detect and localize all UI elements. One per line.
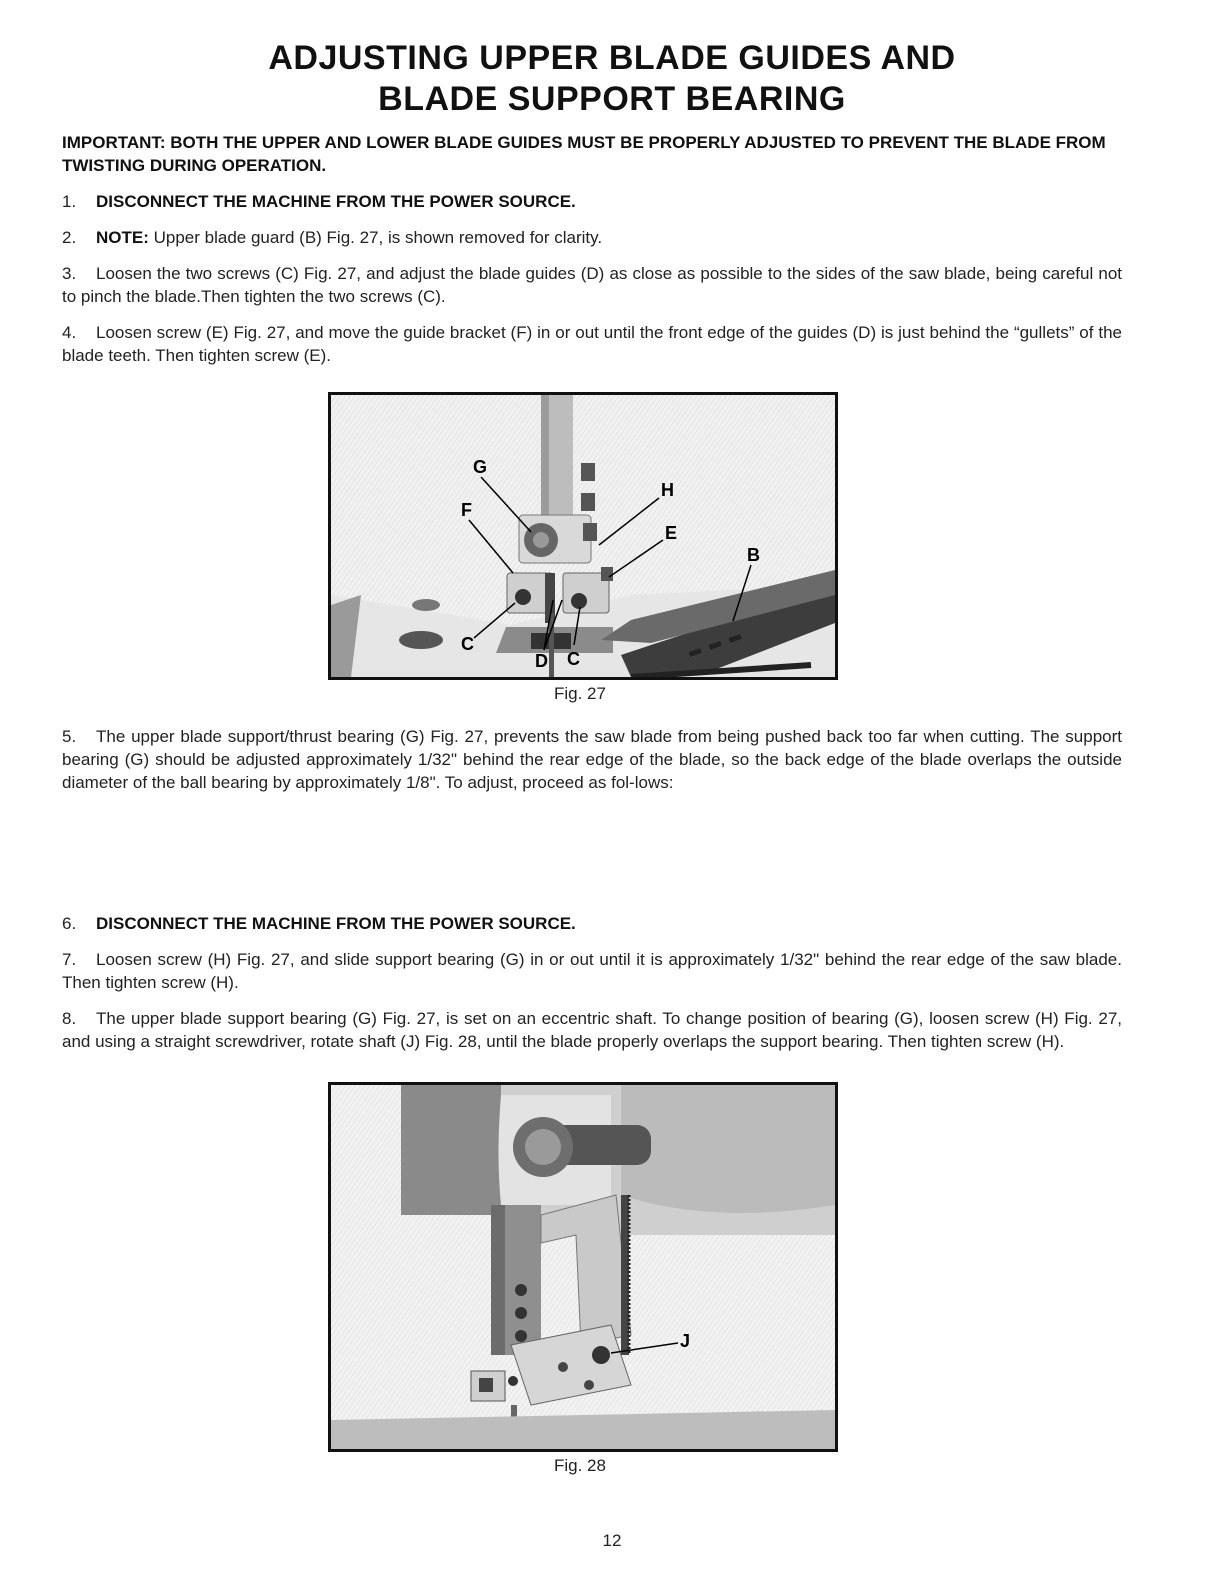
step-7 [62,948,1122,994]
step-text: DISCONNECT THE MACHINE FROM THE POWER SOURCE. [96,192,576,211]
adjust-knob-face [525,1129,561,1165]
label-d: D [535,651,548,671]
screw-c-left [515,589,531,605]
label-f: F [461,500,472,520]
support-bearing-hub [533,532,549,548]
figure-27 [328,392,838,680]
step-8 [62,1007,1122,1053]
screw [508,1376,518,1386]
step-1 [62,190,1122,213]
upper-housing [401,1085,501,1215]
step-text: Upper blade guard (B) Fig. 27, is shown removed for clarity. [148,228,603,247]
step-number: 8. [62,1009,77,1028]
title-line-1: ADJUSTING UPPER BLADE GUIDES AND [268,39,956,77]
screw [581,463,595,481]
step-text: Loosen screw (E) Fig. 27, and move the guide bracket (F) in or out until the front edge of the guides (D) is just behind the “gullets” of the blade teeth. Then tighten screw (E). [62,323,1122,365]
page-title [0,38,1224,120]
step-number: 7. [62,950,77,969]
figure-28-illustration [331,1085,835,1449]
figure-27-caption: Fig. 27 [554,684,606,703]
screw [583,523,597,541]
screw [558,1362,568,1372]
figure-27-illustration [331,395,835,677]
screw-e [601,567,613,581]
screw [515,1284,527,1296]
step-2 [62,226,1122,249]
screw-c-right [571,593,587,609]
step-text: DISCONNECT THE MACHINE FROM THE POWER SOURCE. [96,914,576,933]
wheel-cover [621,1085,835,1213]
step-text: Loosen the two screws (C) Fig. 27, and adjust the blade guides (D) as close as possible to the sides of the saw blade, being careful not to pinch the blade.Then tighten the two screws (C). [62,264,1122,306]
guide-post-shade [491,1205,505,1355]
step-text: The upper blade support bearing (G) Fig. 27, is set on an eccentric shaft. To change position of bearing (G), loosen screw (H) Fig. 27, and using a straight screwdriver, rotate shaft (J) Fig. 28, until the blade properly overlaps the support bearing. Then tighten screw (H). [62,1009,1122,1051]
step-6 [62,912,1122,935]
step-number: 1. [62,192,77,211]
label-e: E [665,523,678,543]
screw [479,1378,493,1392]
step-5 [62,725,1122,794]
step-number: 3. [62,264,77,283]
label-h: H [661,480,674,500]
label-j: J [680,1331,691,1351]
step-3 [62,262,1122,308]
screw [584,1380,594,1390]
label-g: G [473,457,488,477]
step-number: 2. [62,228,77,247]
figure-28-caption: Fig. 28 [554,1456,606,1475]
step-number: 5. [62,727,77,746]
important-notice: IMPORTANT: BOTH THE UPPER AND LOWER BLADE GUIDES MUST BE PROPERLY ADJUSTED TO PREVENT THE BLADE FROM TWISTING DURING OPERATION. [62,133,1106,175]
page-number: 12 [602,1531,622,1550]
label-b: B [747,545,760,565]
table-hole [412,599,440,611]
step-number: 6. [62,914,77,933]
guide-post-shade [541,395,549,535]
label-c1: C [461,634,474,654]
title-line-2: BLADE SUPPORT BEARING [378,80,846,118]
eccentric-shaft-j [592,1346,610,1364]
screw [515,1307,527,1319]
label-c2: C [567,649,580,669]
step-text: The upper blade support/thrust bearing (G) Fig. 27, prevents the saw blade from being pushed back too far when cutting. The support bearing (G) should be adjusted approximately 1/32" behind the rear edge of the blade, so the back edge of the blade overlaps the outside diameter of the ball bearing by approximately 1/8". To adjust, proceed as fol-lows: [62,727,1122,792]
screw [581,493,595,511]
step-4 [62,321,1122,367]
step-lead: NOTE: [96,228,149,247]
screw [515,1330,527,1342]
table-hole [399,631,443,649]
step-text: Loosen screw (H) Fig. 27, and slide support bearing (G) in or out until it is approximately 1/32" behind the rear edge of the saw blade. Then tighten screw (H). [62,950,1122,992]
step-number: 4. [62,323,77,342]
figure-28 [328,1082,838,1452]
